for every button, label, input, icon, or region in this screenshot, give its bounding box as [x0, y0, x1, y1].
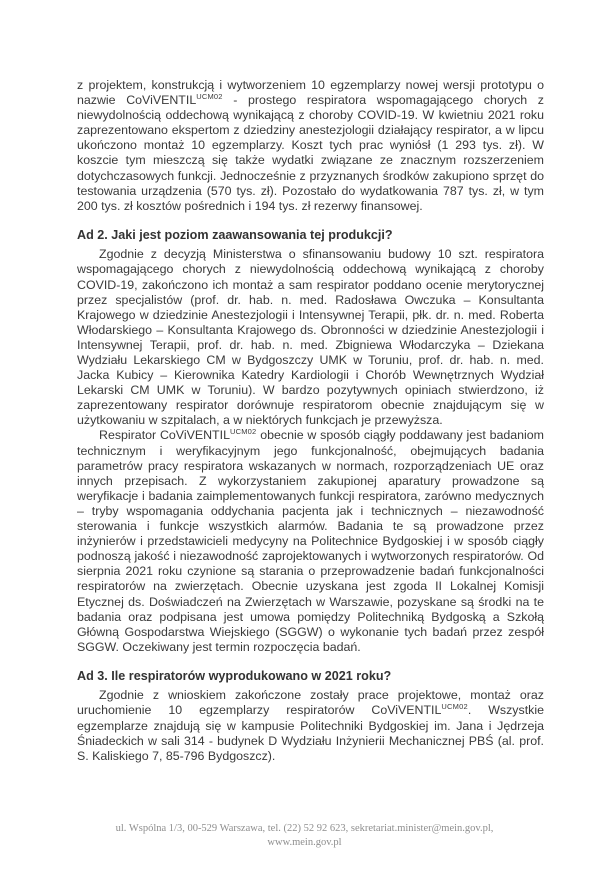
text-run: Zgodnie z wnioskiem zakończone zostały prace projektowe, montaż oraz uruchomienie 10 egzemplarzy respiratorów CoViVENTIL	[77, 688, 544, 718]
text-run: Respirator CoViVENTIL	[99, 428, 230, 443]
superscript-text: UCM02	[229, 427, 257, 437]
section-ad3	[77, 669, 544, 764]
paragraph	[77, 688, 544, 763]
document-body	[77, 78, 544, 764]
section-ad2	[77, 228, 544, 655]
footer-website: www.mein.gov.pl	[267, 836, 342, 848]
text-run: - prostego respiratora wspomagającego chorych z niewydolnością oddechową wynikającą z choroby COVID-19. W kwietniu 2021 roku zaprezentowano ekspertom z dziedziny anestezjologii działający respirator, a w lipcu ukończono montaż 10 egzemplarzy. Koszt tych prac wyniósł (1 293 tys. zł). W koszcie tym mieszczą się także wydatki związane ze znacznym rozszerzeniem dotychczasowych funkcji. Jednocześnie z przyznanych środków zakupiono sprzęt do testowania urządzenia (570 tys. zł). Pozostało do wydatkowania 787 tys. zł, w tym 200 tys. zł kosztów pośrednich i 194 tys. zł rezerwy finansowej.	[77, 93, 544, 213]
section-heading-ad3: Ad 3. Ile respiratorów wyprodukowano w 2021 roku?	[77, 668, 392, 683]
paragraph	[77, 247, 544, 428]
text-run: obecnie w sposób ciągły poddawany jest badaniom technicznym i weryfikacyjnym jego funkcjonalność, obejmujących badania parametrów pracy respiratora wskazanych w normach, rozporządzeniach UE oraz innych przepisach. Z wykorzystaniem zakupionej aparatury prowadzone są weryfikacje i badania zaimplementowanych funkcji respiratora, zarówno medycznych – tryby wspomagania oddychania pacjenta jak i technicznych – niezawodność sterowania i funkcje wszystkich alarmów. Badania te są prowadzone przez inżynierów i przedstawicieli medycyny na Politechnice Bydgoskiej i w sposób ciągły podnoszą jakość i niezawodność zaprojektowanych i wytworzonych respiratorów. Od sierpnia 2021 roku czynione są starania o przeprowadzenie badań funkcjonalności respiratorów na zwierzętach. Obecnie uzyskana jest zgoda II Lokalnej Komisji Etycznej ds. Doświadczeń na Zwierzętach w Warszawie, pozyskane są środki na te badania oraz podpisana jest umowa pomiędzy Politechniką Bydgoską a Szkołą Główną Gospodarstwa Wiejskiego (SGGW) o wykonanie tych badań przez zespół SGGW. Oczekiwany jest termin rozpoczęcia badań.	[77, 428, 544, 654]
text-run: . Wszystkie egzemplarze znajdują się w kampusie Politechniki Bydgoskiej im. Jana i Jędrzeja Śniadeckich w sali 314 - budynek D Wydziału Inżynierii Mechanicznej PBŚ (al. prof. S. Kaliskiego 7, 85-796 Bydgoszcz).	[77, 703, 544, 763]
superscript-text: UCM02	[196, 91, 223, 101]
text-run: z projektem, konstrukcją i wytworzeniem 10 egzemplarzy nowej wersji prototypu o nazwie CoViVENTIL	[77, 78, 544, 108]
intro-paragraph	[77, 78, 544, 214]
page-footer	[0, 822, 609, 849]
paragraph	[77, 428, 544, 654]
section-heading-ad2: Ad 2. Jaki jest poziom zaawansowania tej produkcji?	[77, 227, 393, 242]
text-run: Zgodnie z decyzją Ministerstwa o sfinansowaniu budowy 10 szt. respiratora wspomagającego chorych z niewydolnością oddechową wynikającą z choroby COVID-19, zakończono ich montaż a sam respirator poddano ocenie merytorycznej przez specjalistów (prof. dr. hab. n. med. Radosława Owczuka – Konsultanta Krajowego w dziedzinie Anestezjologii i Intensywnej Terapii, płk. dr. n. med. Roberta Włodarskiego – Konsultanta Krajowego ds. Obronności w dziedzinie Anestezjologii i Intensywnej Terapii, prof. dr. hab. n. med. Zbigniewa Włodarczyka – Dziekana Wydziału Lekarskiego CM w Bydgoszczy UMK w Toruniu, prof. dr. hab. n. med. Jacka Kubicy – Kierownika Katedry Kardiologii i Chorób Wewnętrznych Wydział Lekarski CM UMK w Toruniu). W bardzo pozytywnych opiniach stwierdzono, iż zaprezentowany respirator dorównuje respiratorom obecnie znajdującym się w użytkowaniu w szpitalach, a w niektórych funkcjach je przewyższa.	[77, 247, 544, 428]
superscript-text: UCM02	[441, 702, 468, 712]
footer-address-line: ul. Wspólna 1/3, 00-529 Warszawa, tel. (22) 52 92 623, sekretariat.minister@mein.gov.pl,	[115, 823, 494, 834]
